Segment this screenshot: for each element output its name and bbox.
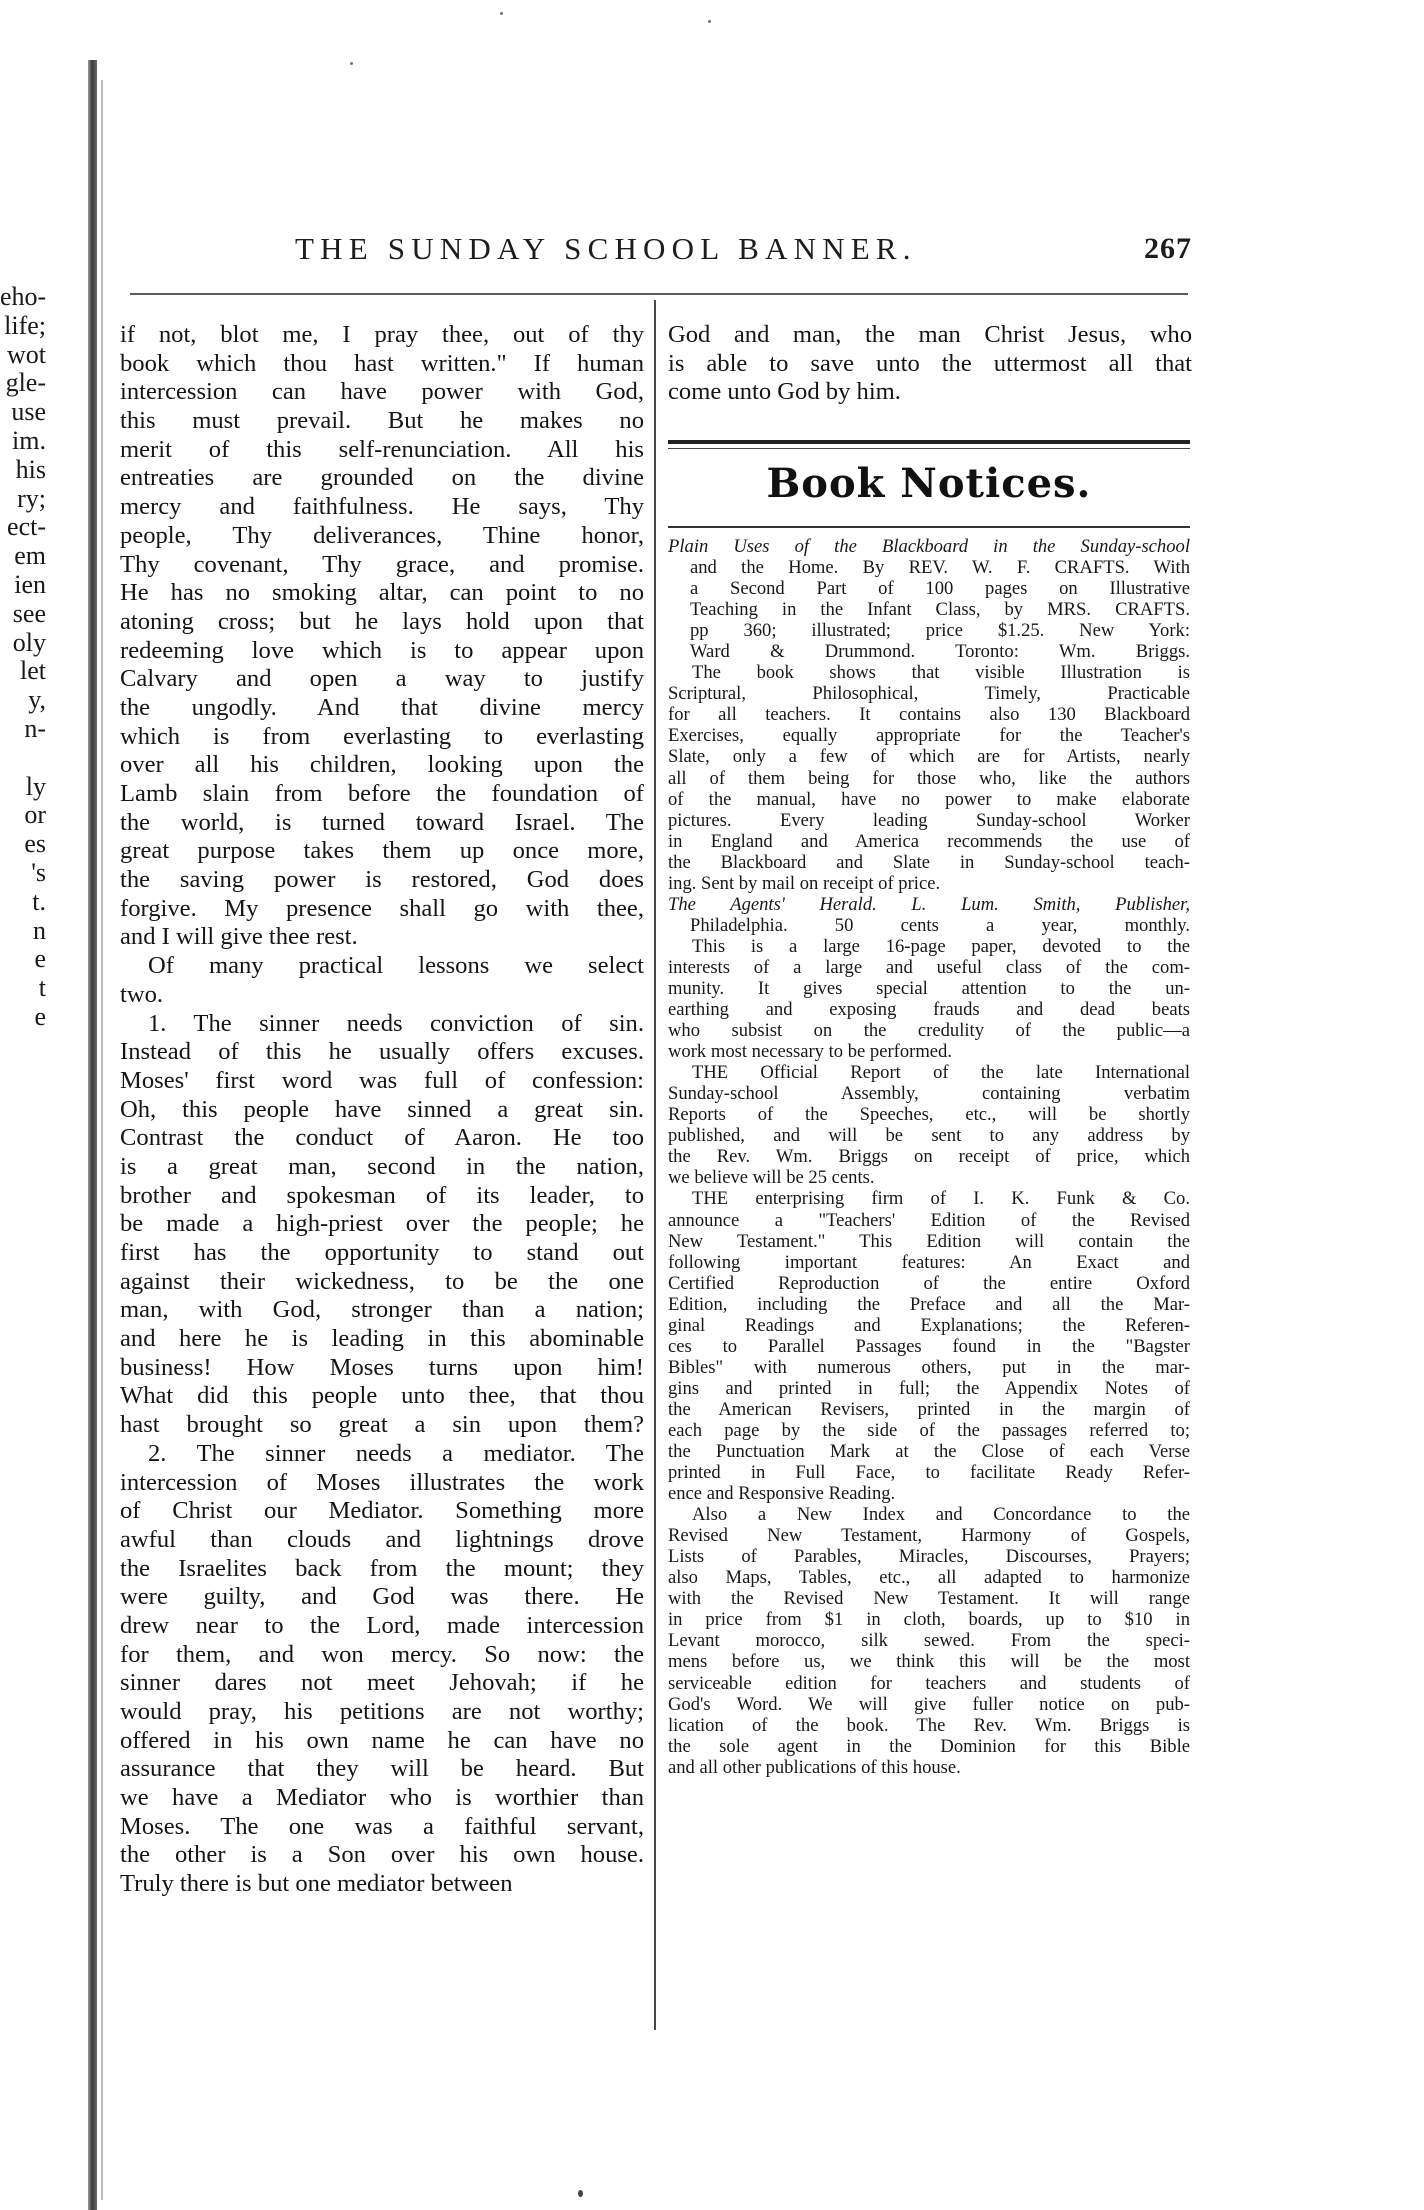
text-line: Thy covenant, Thy grace, and promise.: [120, 550, 644, 578]
text-line: were guilty, and God was there. He: [120, 1583, 644, 1611]
text-line: the Punctuation Mark at the Close of each Verse: [668, 1441, 1190, 1463]
facing-page-fragment: ect-: [7, 512, 46, 542]
binding-line: [101, 80, 103, 2200]
text-line: man, with God, stronger than a nation;: [120, 1296, 644, 1324]
text-line: Teaching in the Infant Class, by MRS. CRAFTS.: [690, 599, 1190, 621]
text-line: the other is a Son over his own house.: [120, 1841, 644, 1869]
text-line: The Agents' Herald. L. Lum. Smith, Publisher,: [668, 893, 1190, 915]
text-line: hast brought so great a sin upon them?: [120, 1411, 644, 1439]
text-line: and I will give thee rest.: [120, 923, 358, 951]
text-line: intercession can have power with God,: [120, 378, 644, 406]
text-line: offered in his own name he can have no: [120, 1726, 644, 1754]
text-line: intercession of Moses illustrates the work: [120, 1468, 644, 1496]
text-line: Lamb slain from before the foundation of: [120, 780, 644, 807]
text-line: Bibles" with numerous others, put in the mar-: [668, 1356, 1190, 1378]
binding-shadow: [88, 60, 97, 2210]
text-line: of Christ our Mediator. Something more: [120, 1497, 644, 1525]
facing-page-fragment: or: [24, 800, 46, 830]
text-line: Of many practical lessons we select: [148, 952, 644, 980]
text-line: in price from $1 in cloth, boards, up to $10 in: [668, 1609, 1190, 1631]
facing-page-fragment: e: [34, 1001, 46, 1031]
text-line: munity. It gives special attention to the un-: [668, 977, 1190, 999]
text-line: New Testament." This Edition will contain the: [668, 1230, 1190, 1252]
text-line: work most necessary to be performed.: [668, 1041, 952, 1063]
facing-page-fragment: ry;: [17, 483, 46, 513]
text-line: THE enterprising firm of I. K. Funk & Co.: [692, 1188, 1190, 1210]
text-line: also Maps, Tables, etc., all adapted to harmonize: [668, 1567, 1190, 1589]
text-line: Sunday-school Assembly, containing verbatim: [668, 1083, 1190, 1105]
facing-page-fragment: his: [15, 454, 46, 484]
facing-page-fragment: 's: [31, 857, 46, 887]
text-line: printed in Full Face, to facilitate Ready Refer-: [668, 1462, 1190, 1484]
text-line: announce a "Teachers' Edition of the Revised: [668, 1209, 1190, 1231]
text-line: we have a Mediator who is worthier than: [120, 1784, 644, 1812]
text-line: with the Revised New Testament. It will range: [668, 1588, 1190, 1610]
text-line: Reports of the Speeches, etc., will be shortly: [668, 1104, 1190, 1126]
text-line: Oh, this people have sinned a great sin.: [120, 1095, 644, 1123]
text-line: He has no smoking altar, can point to no: [120, 579, 644, 607]
running-title: THE SUNDAY SCHOOL BANNER.: [295, 231, 917, 266]
text-line: ces to Parallel Passages found in the "Bagster: [668, 1335, 1190, 1357]
text-line: What did this people unto thee, that thou: [120, 1382, 644, 1410]
text-line: This is a large 16-page paper, devoted to the: [692, 935, 1190, 957]
text-line: Instead of this he usually offers excuses.: [120, 1038, 644, 1066]
text-line: the Rev. Wm. Briggs on receipt of price, which: [668, 1146, 1190, 1168]
text-line: and the Home. By REV. W. F. CRAFTS. With: [690, 557, 1190, 579]
text-line: Certified Reproduction of the entire Oxford: [668, 1272, 1190, 1294]
text-line: against their wickedness, to be the one: [120, 1267, 644, 1295]
text-line: in England and America recommends the use of: [668, 830, 1190, 852]
text-line: a Second Part of 100 pages on Illustrative: [690, 578, 1190, 600]
text-line: awful than clouds and lightnings drove: [120, 1525, 644, 1553]
text-line: Revised New Testament, Harmony of Gospels,: [668, 1525, 1190, 1547]
text-line: Moses. The one was a faithful servant,: [120, 1812, 644, 1840]
text-line: first has the opportunity to stand out: [120, 1239, 644, 1266]
text-line: the sole agent in the Dominion for this Bible: [668, 1735, 1190, 1757]
notices-rule: [668, 526, 1190, 528]
facing-page-fragment: n: [33, 915, 46, 945]
text-line: assurance that they will be heard. But: [120, 1755, 644, 1783]
text-line: THE Official Report of the late International: [692, 1062, 1190, 1084]
text-line: interests of a large and useful class of the com-: [668, 956, 1190, 978]
header-rule: [130, 293, 1188, 295]
text-line: book which thou hast written." If human: [120, 349, 644, 377]
text-line: drew near to the Lord, made intercession: [120, 1611, 644, 1639]
facing-page-fragments: [0, 283, 46, 1061]
text-line: God's Word. We will give fuller notice on pub-: [668, 1693, 1190, 1715]
text-line: lication of the book. The Rev. Wm. Briggs is: [668, 1714, 1190, 1736]
text-line: serviceable edition for teachers and students of: [668, 1672, 1190, 1694]
text-line: the Blackboard and Slate in Sunday-school teach-: [668, 851, 1190, 873]
text-line: who subsist on the credulity of the public—a: [668, 1020, 1190, 1042]
text-line: ginal Readings and Explanations; the Referen-: [668, 1314, 1190, 1336]
facing-page-fragment: [0, 744, 46, 773]
text-line: this must prevail. But he makes no: [120, 407, 644, 435]
text-line: for all teachers. It contains also 130 Blackboard: [668, 704, 1190, 726]
text-line: two.: [120, 980, 164, 1008]
text-line: the saving power is restored, God does: [120, 866, 644, 894]
text-line: and all other publications of this house.: [668, 1756, 961, 1778]
text-line: 1. The sinner needs conviction of sin.: [148, 1009, 644, 1037]
facing-page-fragment: im.: [12, 425, 46, 455]
text-line: Lists of Parables, Miracles, Discourses, Prayers;: [668, 1546, 1190, 1568]
text-line: would pray, his petitions are not worthy;: [120, 1698, 644, 1725]
text-line: each page by the side of the passages referred to;: [668, 1419, 1190, 1441]
text-line: is able to save unto the uttermost all that: [668, 349, 1192, 377]
text-line: following important features: An Exact and: [668, 1251, 1190, 1273]
text-line: pictures. Every leading Sunday-school Worker: [668, 809, 1190, 831]
facing-page-fragment: y,: [28, 685, 46, 715]
column-rule: [654, 300, 656, 2030]
text-line: published, and will be sent to any address by: [668, 1125, 1190, 1147]
text-line: mens before us, we think this will be the most: [668, 1651, 1190, 1673]
text-line: entreaties are grounded on the divine: [120, 464, 644, 492]
scan-speck: [350, 62, 353, 65]
facing-page-fragment: wot: [7, 339, 46, 369]
text-line: forgive. My presence shall go with thee,: [120, 894, 644, 922]
text-line: pp 360; illustrated; price $1.25. New York:: [690, 620, 1190, 642]
text-line: Levant morocco, silk sewed. From the speci-: [668, 1630, 1190, 1652]
text-line: the world, is turned toward Israel. The: [120, 808, 644, 836]
scan-speck: [708, 20, 711, 23]
left-column-text: [120, 321, 644, 1899]
page-number: 267: [1144, 232, 1192, 265]
text-line: Contrast the conduct of Aaron. He too: [120, 1124, 644, 1152]
text-line: 2. The sinner needs a mediator. The: [148, 1439, 644, 1467]
text-line: gins and printed in full; the Appendix Notes of: [668, 1377, 1190, 1399]
text-line: over all his children, looking upon the: [120, 751, 644, 779]
text-line: for them, and won mercy. So now: the: [120, 1640, 644, 1668]
text-line: Also a New Index and Concordance to the: [692, 1504, 1190, 1526]
text-line: Slate, only a few of which are for Artists, nearly: [668, 746, 1190, 768]
text-line: of the manual, have no power to make elaborate: [668, 788, 1190, 810]
facing-page-fragment: n-: [24, 713, 46, 743]
text-line: mercy and faithfulness. He says, Thy: [120, 493, 644, 521]
text-line: the ungodly. And that divine mercy: [120, 693, 644, 721]
facing-page-fragment: let: [20, 656, 46, 686]
text-line: ing. Sent by mail on receipt of price.: [668, 872, 941, 894]
text-line: the Israelites back from the mount; they: [120, 1554, 644, 1582]
facing-page-fragment: e: [34, 944, 46, 974]
text-line: sinner dares not meet Jehovah; if he: [120, 1669, 644, 1697]
text-line: Philadelphia. 50 cents a year, monthly.: [690, 914, 1190, 936]
text-line: God and man, the man Christ Jesus, who: [668, 321, 1192, 348]
facing-page-fragment: oly: [12, 627, 46, 657]
text-line: if not, blot me, I pray thee, out of thy: [120, 321, 644, 348]
text-line: all of them being for those who, like the authors: [668, 767, 1190, 789]
text-line: business! How Moses turns upon him!: [120, 1353, 644, 1381]
text-line: Calvary and open a way to justify: [120, 665, 644, 693]
facing-page-fragment: eho-: [0, 283, 46, 311]
text-line: brother and spokesman of its leader, to: [120, 1181, 644, 1209]
facing-page-fragment: es: [24, 829, 46, 859]
right-column-continuation: [668, 321, 1192, 407]
facing-page-fragment: ien: [14, 569, 46, 599]
text-line: Scriptural, Philosophical, Timely, Practicable: [668, 683, 1190, 705]
facing-page-fragment: em: [14, 541, 46, 571]
text-line: redeeming love which is to appear upon: [120, 636, 644, 664]
text-line: merit of this self-renunciation. All his: [120, 435, 644, 463]
book-notices-text: [668, 536, 1190, 1778]
text-line: be made a high-priest over the people; he: [120, 1210, 644, 1238]
facing-page-fragment: use: [11, 397, 46, 427]
facing-page-fragment: ly: [25, 771, 46, 801]
text-line: atoning cross; but he lays hold upon that: [120, 607, 644, 635]
text-line: the American Revisers, printed in the margin of: [668, 1398, 1190, 1420]
text-line: Truly there is but one mediator between: [120, 1870, 513, 1898]
facing-page-fragment: t: [38, 973, 46, 1003]
text-line: The book shows that visible Illustration is: [692, 662, 1190, 684]
book-notices-heading: Book Notices.: [766, 460, 1092, 507]
text-line: is a great man, second in the nation,: [120, 1152, 644, 1180]
text-line: earthing and exposing frauds and dead beats: [668, 999, 1190, 1021]
text-line: Ward & Drummond. Toronto: Wm. Briggs.: [690, 641, 1190, 663]
text-line: great purpose takes them up once more,: [120, 837, 644, 865]
facing-page-fragment: gle-: [5, 368, 46, 398]
section-double-rule: [668, 440, 1190, 449]
text-line: Exercises, equally appropriate for the Teacher's: [668, 725, 1190, 747]
scan-speck: [500, 12, 503, 15]
text-line: ence and Responsive Reading.: [668, 1483, 896, 1505]
facing-page-fragment: life;: [4, 310, 46, 340]
text-line: which is from everlasting to everlasting: [120, 722, 644, 750]
scan-speck: [578, 2190, 583, 2197]
text-line: come unto God by him.: [668, 378, 901, 406]
text-line: people, Thy deliverances, Thine honor,: [120, 521, 644, 549]
text-line: we believe will be 25 cents.: [668, 1167, 875, 1189]
text-line: Plain Uses of the Blackboard in the Sunday-school: [668, 536, 1190, 557]
text-line: Moses' first word was full of confession:: [120, 1066, 644, 1094]
facing-page-fragment: [0, 1032, 46, 1061]
text-line: Edition, including the Preface and all the Mar-: [668, 1293, 1190, 1315]
text-line: and here he is leading in this abominable: [120, 1325, 644, 1353]
facing-page-fragment: t.: [32, 886, 46, 916]
facing-page-fragment: see: [12, 598, 46, 628]
